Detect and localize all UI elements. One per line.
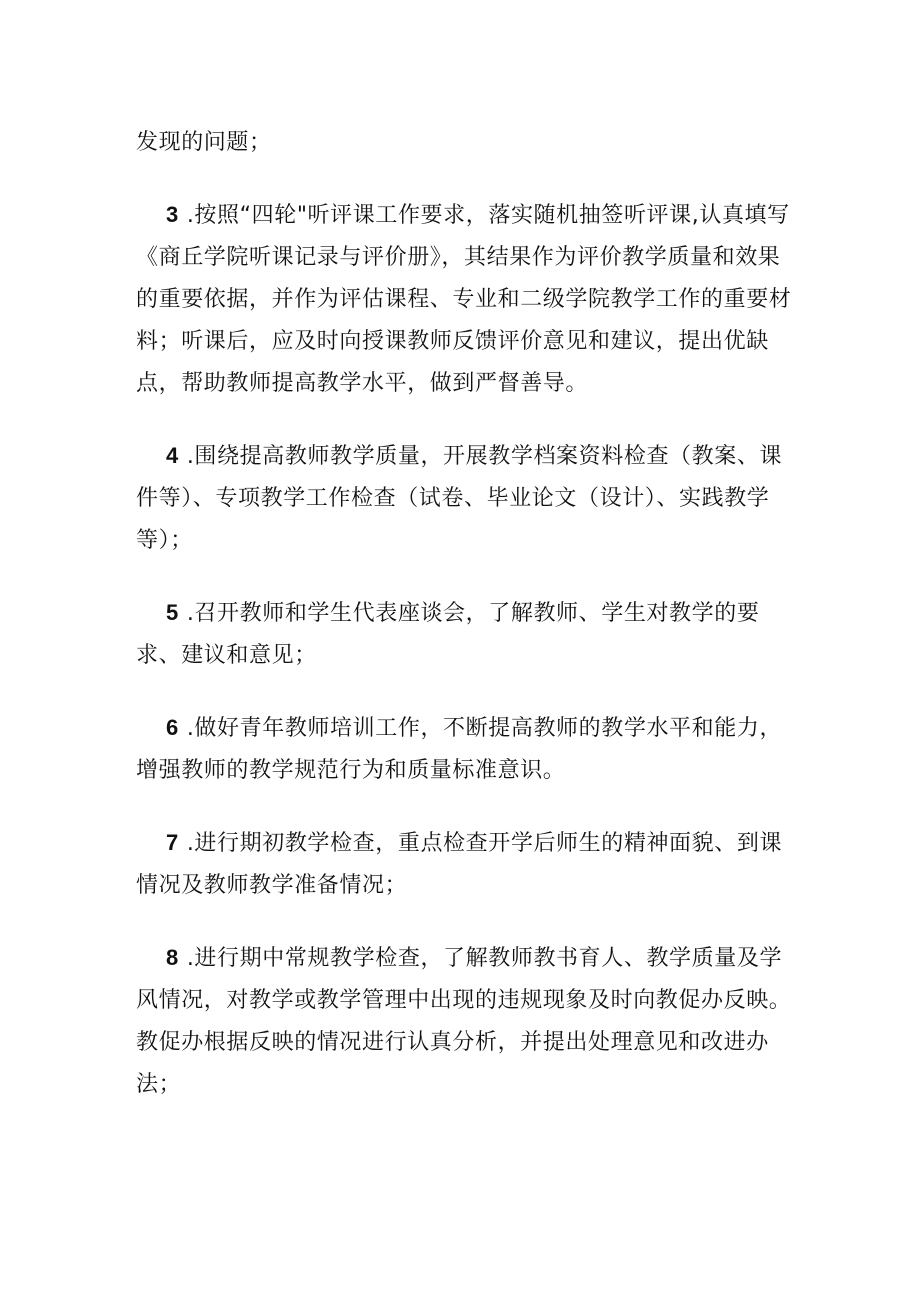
- list-item-3: [136, 194, 796, 405]
- list-item-number: 8: [166, 945, 179, 970]
- intro-line-text: 发现的问题；: [136, 130, 272, 155]
- list-item-number: 7: [166, 830, 179, 855]
- list-item-6: [136, 707, 796, 792]
- list-item-4: [136, 435, 796, 562]
- document-body: [136, 122, 796, 1136]
- list-item-text: .按照“四轮"听评课工作要求，落实随机抽签听评课,认真填写《商丘学院听课记录与评价册》，其结果作为评价教学质量和效果的重要依据，并作为评估课程、专业和二级学院教学工作的重要材料；听课后，应及时向授课教师反馈评价意见和建议，提出优缺点，帮助教师提高教学水平，做到严督善导。: [136, 203, 792, 396]
- list-item-text: .进行期中常规教学检查，了解教师教书育人、教学质量及学风情况，对教学或教学管理中出现的违规现象及时向教促办反映。教促办根据反映的情况进行认真分析，并提出处理意见和改进办法；: [136, 946, 792, 1097]
- list-item-text: .召开教师和学生代表座谈会，了解教师、学生对教学的要求、建议和意见；: [136, 601, 760, 668]
- list-item-number: 5: [166, 600, 179, 625]
- list-item-7: [136, 822, 796, 907]
- list-item-number: 3: [166, 202, 179, 227]
- intro-line: [136, 122, 796, 164]
- list-item-number: 4: [166, 443, 179, 468]
- list-item-text: .做好青年教师培训工作，不断提高教师的教学水平和能力，增强教师的教学规范行为和质量标准意识。: [136, 716, 783, 783]
- list-item-5: [136, 592, 796, 677]
- list-item-text: .进行期初教学检查，重点检查开学后师生的精神面貌、到课情况及教师教学准备情况；: [136, 831, 783, 898]
- list-item-8: [136, 937, 796, 1106]
- list-item-text: .围绕提高教师教学质量，开展教学档案资料检查（教案、课件等）、专项教学工作检查（试卷、毕业论文（设计）、实践教学等）；: [136, 444, 783, 553]
- list-item-number: 6: [166, 715, 179, 740]
